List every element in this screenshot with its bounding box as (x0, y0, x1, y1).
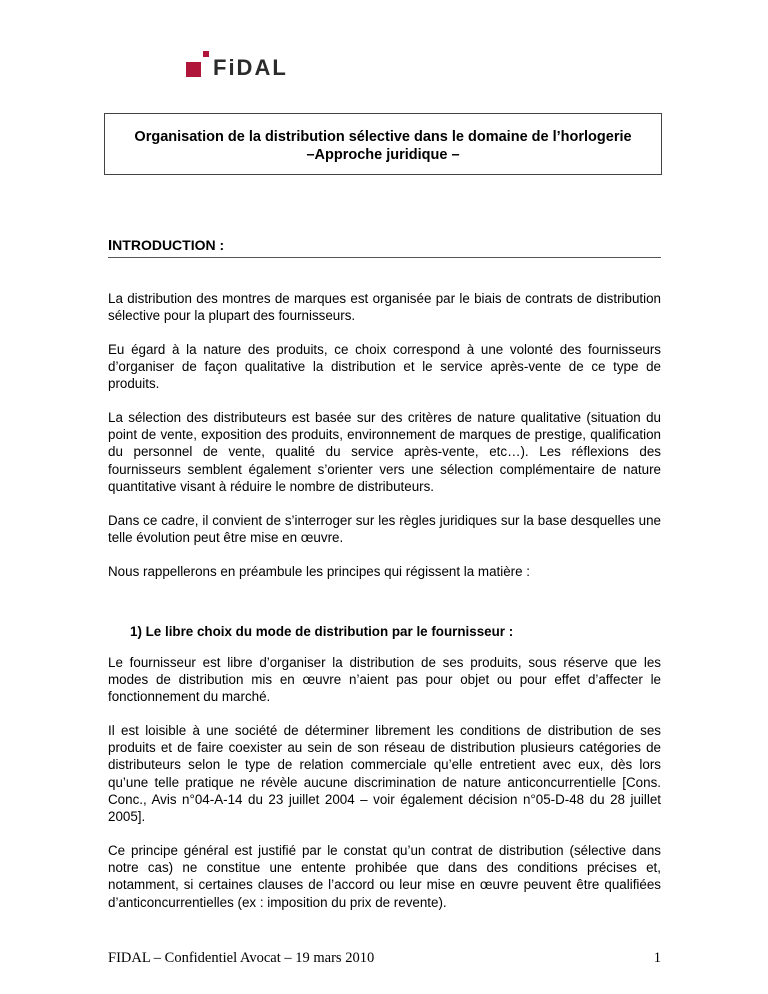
logo-large-square (186, 62, 201, 77)
document-title-box (104, 113, 662, 175)
heading-rest: NTRODUCTION : (112, 237, 225, 253)
paragraph: Il est loisible à une société de déterminer librement les conditions de distribution de ses produits et de faire coexister au sein de son réseau de distribution plusieurs catégories de distributeurs selon le type de relation commerciale qu’elle entretient avec eux, dès lors qu’une telle pratique ne révèle aucune discrimination de nature anticoncurrentielle [Cons. Conc., Avis n°04-A-14 du 23 juillet 2004 – voir également décision n°05-D-48 du 28 juillet 2005]. (108, 723, 661, 825)
logo-small-square (203, 51, 209, 57)
section-heading-introduction (108, 237, 661, 258)
title-line-2: –Approche juridique – (306, 147, 460, 163)
heading-initial: I (108, 237, 113, 254)
paragraph: La sélection des distributeurs est basée sur des critères de nature qualitative (situation du point de vente, exposition des produits, environnement de marques de prestige, qualification du personnel de vente, qualité du service après-vente, etc…). Les réflexions des fournisseurs semblent également s’orienter vers une sélection complémentaire de nature quantitative visant à réduire le nombre de distributeurs. (108, 410, 661, 494)
numbered-heading-1: 1) Le libre choix du mode de distribution par le fournisseur : (130, 624, 514, 639)
title-line-1: Organisation de la distribution sélective dans le domaine de l’horlogerie (134, 129, 632, 145)
paragraph: Dans ce cadre, il convient de s’interroger sur les règles juridiques sur la base desquelles une telle évolution peut être mise en œuvre. (108, 513, 661, 546)
logo-wordmark: FiDAL (213, 55, 288, 80)
paragraph: Eu égard à la nature des produits, ce choix correspond à une volonté des fournisseurs d’organiser de façon qualitative la distribution et le service après-vente de ce type de produits. (108, 342, 661, 392)
paragraph: Le fournisseur est libre d’organiser la distribution de ses produits, sous réserve que les modes de distribution mis en œuvre n’aient pas pour objet ou pour effet d’affecter le fonctionnement du marché. (108, 655, 661, 705)
page-number: 1 (653, 950, 661, 966)
paragraph: Ce principe général est justifié par le constat qu’un contrat de distribution (sélective dans notre cas) ne constitue une entente prohibée que dans des conditions précises et, notamment, si certaines clauses de l’accord ou leur mise en œuvre peuvent être qualifiées d’anticoncurrentielles (ex : imposition du prix de revente). (108, 843, 661, 910)
footer-text: FIDAL – Confidentiel Avocat – 19 mars 2010 (108, 950, 375, 966)
paragraph: La distribution des montres de marques est organisée par le biais de contrats de distribution sélective pour la plupart des fournisseurs. (108, 291, 661, 324)
paragraph: Nous rappellerons en préambule les principes qui régissent la matière : (108, 564, 531, 579)
